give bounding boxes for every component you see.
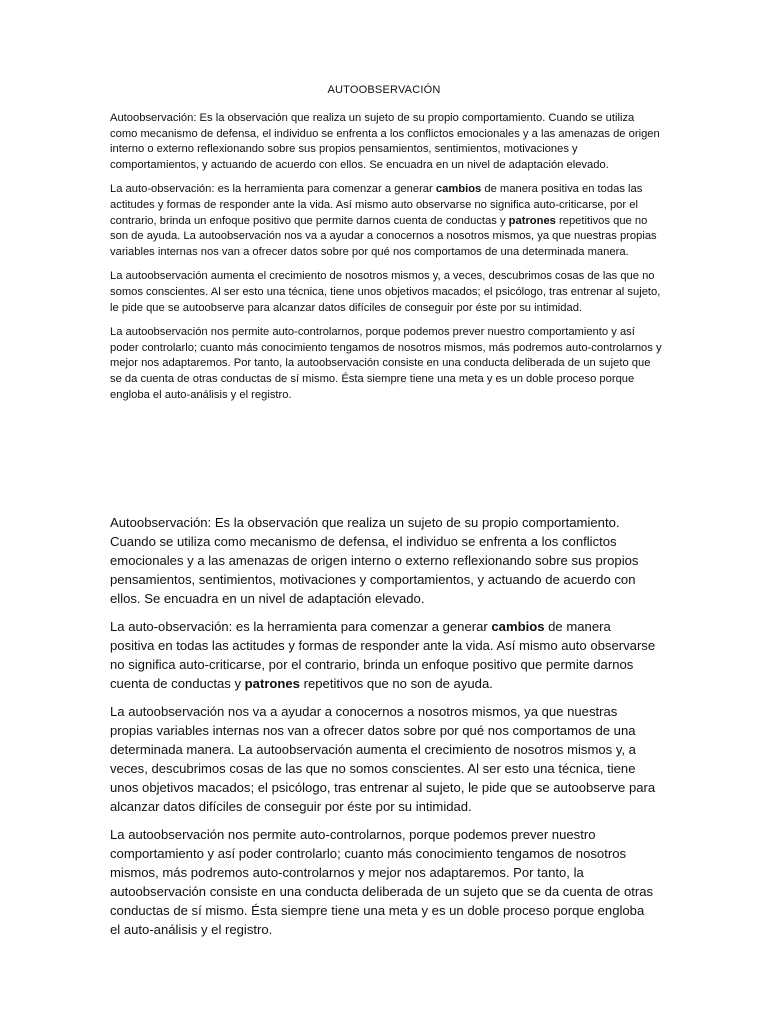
bold-word-patrones: patrones	[244, 676, 300, 691]
large-text-section	[110, 513, 658, 948]
paragraph-self-control: La autoobservación nos permite auto-controlarnos, porque podemos prever nuestro comportamiento y así poder controlarlo; cuanto más conocimiento tengamos de nosotros mismos, más podremos auto-controlarnos y mejor nos adaptaremos. Por tanto, la autoobservación consiste en una conducta deliberada de un sujeto que se da cuenta de otras conductas de sí mismo. Ésta siempre tiene una meta y es un doble proceso porque engloba el auto-análisis y el registro.	[110, 326, 662, 401]
paragraph-self-control: La autoobservación nos permite auto-controlarnos, porque podemos prever nuestro comportamiento y así poder controlarlo; cuanto más conocimiento tengamos de nosotros mismos, más podremos auto-controlarnos y mejor nos adaptaremos. Por tanto, la autoobservación consiste en una conducta deliberada de un sujeto que se da cuenta de otras conductas de sí mismo. Ésta siempre tiene una meta y es un doble proceso porque engloba el auto-análisis y el registro.	[110, 827, 654, 937]
paragraph-growth: La autoobservación aumenta el crecimiento de nosotros mismos y, a veces, descubrimos cosas de las que no somos conscientes. Al ser esto una técnica, tiene unos objetivos macados; el psicólogo, tras entrenar al sujeto, le pide que se autoobserve para alcanzar datos difíciles de conseguir por éste por su intimidad.	[110, 270, 661, 314]
text-run: repetitivos que no son de ayuda. La autoobservación nos va a ayudar a conocernos a nosotros mismos, ya que nuestras propias variables internas nos van a ofrecer datos sobre por qué nos comportamos de una determinada manera.	[110, 214, 657, 258]
bold-word-patrones: patrones	[508, 214, 556, 227]
text-run: de manera positiva en todas las actitudes y formas de responder ante la vida. Así mismo auto observarse no significa auto-criticarse, por el contrario, brinda un enfoque positivo que permite darnos cuenta de conductas y	[110, 183, 643, 227]
document-title: AUTOOBSERVACIÓN	[327, 84, 441, 96]
paragraph-definition: Autoobservación: Es la observación que realiza un sujeto de su propio comportamiento. Cuando se utiliza como mecanismo de defensa, el individuo se enfrenta a los conflictos emocionales y a las amenazas de origen interno o externo reflexionando sobre sus propios pensamientos, sentimientos, motivaciones y comportamientos, y actuando de acuerdo con ellos. Se encuadra en un nivel de adaptación elevado.	[110, 515, 639, 606]
text-run: de manera positiva en todas las actitudes y formas de responder ante la vida. Así mismo auto observarse no significa auto-criticarse, por el contrario, brinda un enfoque positivo que permite darnos cuenta de conductas y	[110, 619, 656, 691]
paragraph-tool	[110, 617, 658, 693]
bold-word-cambios: cambios	[435, 183, 482, 196]
paragraph-definition: Autoobservación: Es la observación que realiza un sujeto de su propio comportamiento. Cuando se utiliza como mecanismo de defensa, el individuo se enfrenta a los conflictos emocionales y a las amenazas de origen interno o externo reflexionando sobre sus propios pensamientos, sentimientos, motivaciones y comportamientos, y actuando de acuerdo con ellos. Se encuadra en un nivel de adaptación elevado.	[110, 112, 660, 171]
text-run: La auto-observación: es la herramienta para comenzar a generar	[110, 183, 436, 196]
text-run: La auto-observación: es la herramienta para comenzar a generar	[110, 619, 492, 634]
text-run: repetitivos que no son de ayuda.	[299, 676, 493, 691]
paragraph-tool	[110, 182, 662, 260]
paragraph-growth: La autoobservación nos va a ayudar a conocernos a nosotros mismos, ya que nuestras propias variables internas nos van a ofrecer datos sobre por qué nos comportamos de una determinada manera. La autoobservación aumenta el crecimiento de nosotros mismos y, a veces, descubrimos cosas de las que no somos conscientes. Al ser esto una técnica, tiene unos objetivos macados; el psicólogo, tras entrenar al sujeto, le pide que se autoobserve para alcanzar datos difíciles de conseguir por éste por su intimidad.	[110, 704, 656, 814]
bold-word-cambios: cambios	[491, 619, 545, 634]
small-text-section	[110, 111, 662, 412]
